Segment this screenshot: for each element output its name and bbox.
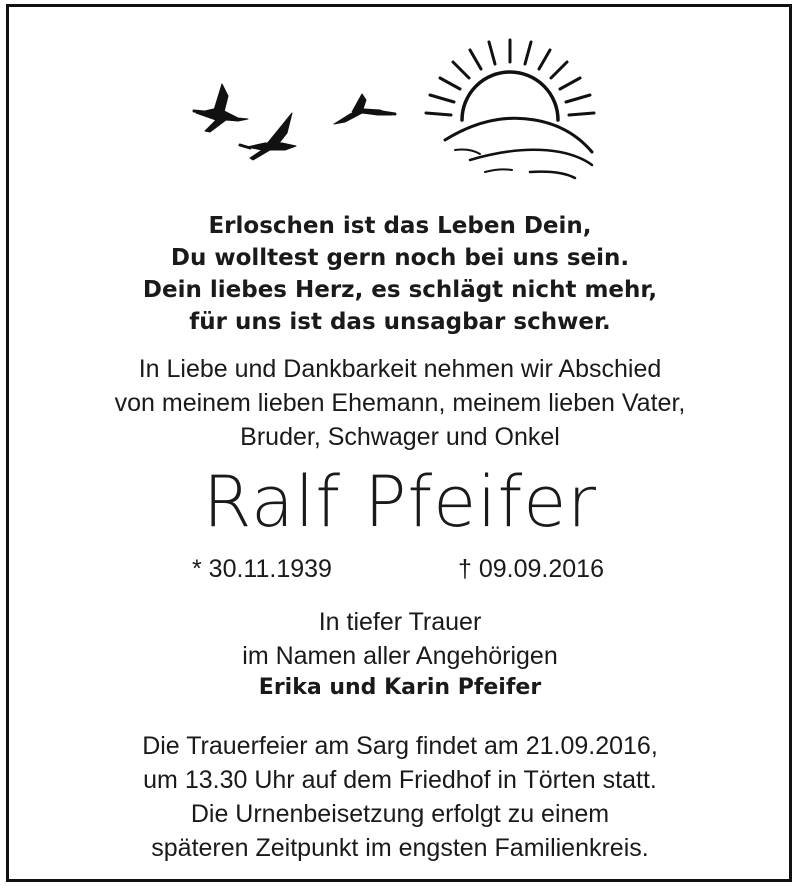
- decoration: [0, 0, 800, 200]
- service-line: späteren Zeitpunkt im engsten Familienkreis.: [151, 834, 649, 862]
- deceased-name: Ralf Pfeifer: [202, 461, 598, 543]
- poem-line: für uns ist das unsagbar schwer.: [189, 309, 611, 335]
- birth-date: * 30.11.1939: [192, 555, 332, 583]
- flying-birds-icon: [194, 84, 395, 160]
- service-line: um 13.30 Uhr auf dem Friedhof in Törten statt.: [143, 766, 657, 794]
- mourners-line: In tiefer Trauer: [318, 608, 482, 636]
- mourners-line: im Namen aller Angehörigen: [242, 642, 558, 670]
- poem-line: Du wolltest gern noch bei uns sein.: [170, 245, 630, 271]
- intro-line: In Liebe und Dankbarkeit nehmen wir Abschied: [138, 355, 662, 383]
- poem-line: Dein liebes Herz, es schlägt nicht mehr,: [142, 277, 658, 303]
- life-dates: [0, 552, 800, 586]
- service-line: Die Trauerfeier am Sarg findet am 21.09.2016,: [142, 732, 658, 760]
- funeral-service-info: [0, 729, 800, 865]
- death-date: † 09.09.2016: [458, 555, 604, 583]
- poem: [0, 210, 800, 338]
- setting-sun-over-hills-icon: [426, 40, 594, 178]
- family-names: Erika und Karin Pfeifer: [258, 675, 542, 700]
- farewell-intro: [0, 352, 800, 454]
- intro-line: von meinem lieben Ehemann, meinem lieben Vater,: [114, 389, 686, 417]
- poem-line: Erloschen ist das Leben Dein,: [208, 213, 592, 239]
- intro-line: Bruder, Schwager und Onkel: [240, 423, 560, 451]
- mourners-note: [0, 605, 800, 673]
- service-line: Die Urnenbeisetzung erfolgt zu einem: [190, 800, 610, 828]
